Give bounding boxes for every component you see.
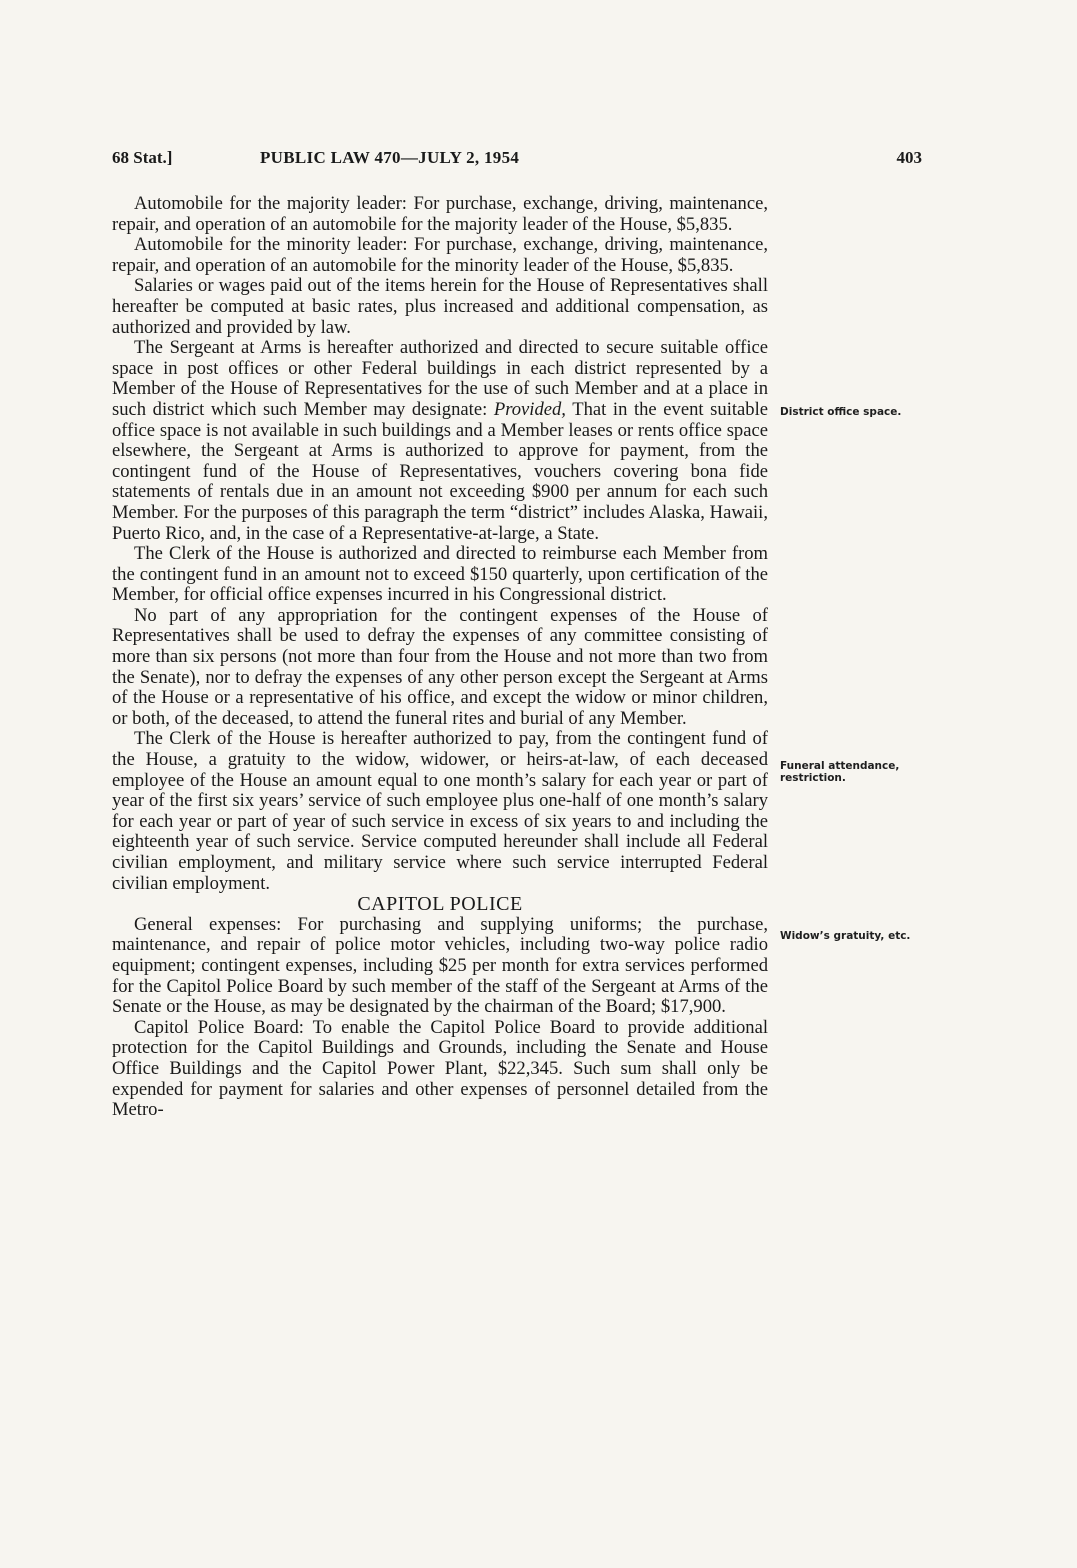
paragraph-majority-leader-automobile: Automobile for the majority leader: For purchase, exchange, driving, maintenance, repair, and operation of an automobile for the majority leader of the House, $5,835. <box>112 193 768 235</box>
provided-italic: Provided, <box>493 398 566 420</box>
body-text <box>112 194 768 1121</box>
page-header <box>112 148 922 174</box>
paragraph-salaries-wages: Salaries or wages paid out of the items herein for the House of Representatives shall hereafter be computed at basic rates, plus increased and additional compensation, as authorized and provided by law. <box>112 275 768 338</box>
paragraph-district-office-space <box>112 338 768 544</box>
header-title: PUBLIC LAW 470—JULY 2, 1954 <box>260 148 520 167</box>
paragraph-general-expenses: General expenses: For purchasing and supplying uniforms; the purchase, maintenance, and repair of police motor vehicles, including two-way police radio equipment; contingent expenses, including $25 per month for extra services performed for the Capitol Police Board by such member of the staff of the Sergeant at Arms of the Senate or the House, as may be designated by the chairman of the Board; $17,900. <box>112 913 768 1018</box>
paragraph-funeral-attendance: No part of any appropriation for the contingent expenses of the House of Representatives shall be used to defray the expenses of any committee consisting of more than six persons (not more than four from the House and not more than two from the Senate), nor to defray the expenses of any other person except the Sergeant at Arms of the House or a representative of his office, and except the widow or minor children, or both, of the deceased, to attend the funeral rites and burial of any Member. <box>112 604 768 729</box>
paragraph-capitol-police-board: Capitol Police Board: To enable the Capitol Police Board to provide additional protection for the Capitol Buildings and Grounds, including the Senate and House Office Buildings and the Capitol Power Plant, $22,345. Such sum shall only be expended for payment for salaries and other expenses of personnel detailed from the Metro- <box>112 1016 768 1121</box>
margin-note-district-office: District office space. <box>780 406 902 418</box>
paragraph-district-office-space-part2: That in the event suitable office space is not available in such buildings and a Member leases or rents office space elsewhere, the Sergeant at Arms is authorized to approve for payment, from the contingent fund of the House of Representatives, vouchers covering bona fide statements of rentals due in an amount not exceeding $900 per annum for each such Member. For the purposes of this paragraph the term “district” includes Alaska, Hawaii, Puerto Rico, and, in the case of a Representative-at-large, a State. <box>112 398 768 544</box>
page-number: 403 <box>896 148 922 167</box>
margin-note-widow-gratuity: Widow’s gratuity, etc. <box>780 930 911 942</box>
paragraph-district-office-space-part1: The Sergeant at Arms is hereafter authorized and directed to secure suitable office space in post offices or other Federal buildings in each district represented by a Member of the House of Representatives for the use of such Member and at a place in such district which such Member may designate: <box>112 337 768 420</box>
margin-note-funeral-attendance: Funeral attendance, restriction. <box>780 760 900 784</box>
paragraph-widow-gratuity: The Clerk of the House is hereafter authorized to pay, from the contingent fund of the House, a gratuity to the widow, widower, or heirs-at-law, of each deceased employee of the House an amount equal to one month’s salary for each year or part of year of the first six years’ service of such employee plus one-half of one month’s salary for each year or part of year of such service in excess of six years to and including the eighteenth year of such service. Service computed hereunder shall include all Federal civilian employment, and military service where such service interrupted Federal civilian employment. <box>112 728 768 894</box>
paragraph-minority-leader-automobile: Automobile for the minority leader: For purchase, exchange, driving, maintenance, repair, and operation of an automobile for the minority leader of the House, $5,835. <box>112 234 768 276</box>
section-heading: CAPITOL POLICE <box>357 893 523 916</box>
paragraph-office-expenses-reimbursement: The Clerk of the House is authorized and directed to reimburse each Member from the contingent fund in an amount not to exceed $150 quarterly, upon certification of the Member, for official office expenses incurred in his Congressional district. <box>112 543 768 606</box>
volume-reference: 68 Stat.] <box>112 148 173 167</box>
